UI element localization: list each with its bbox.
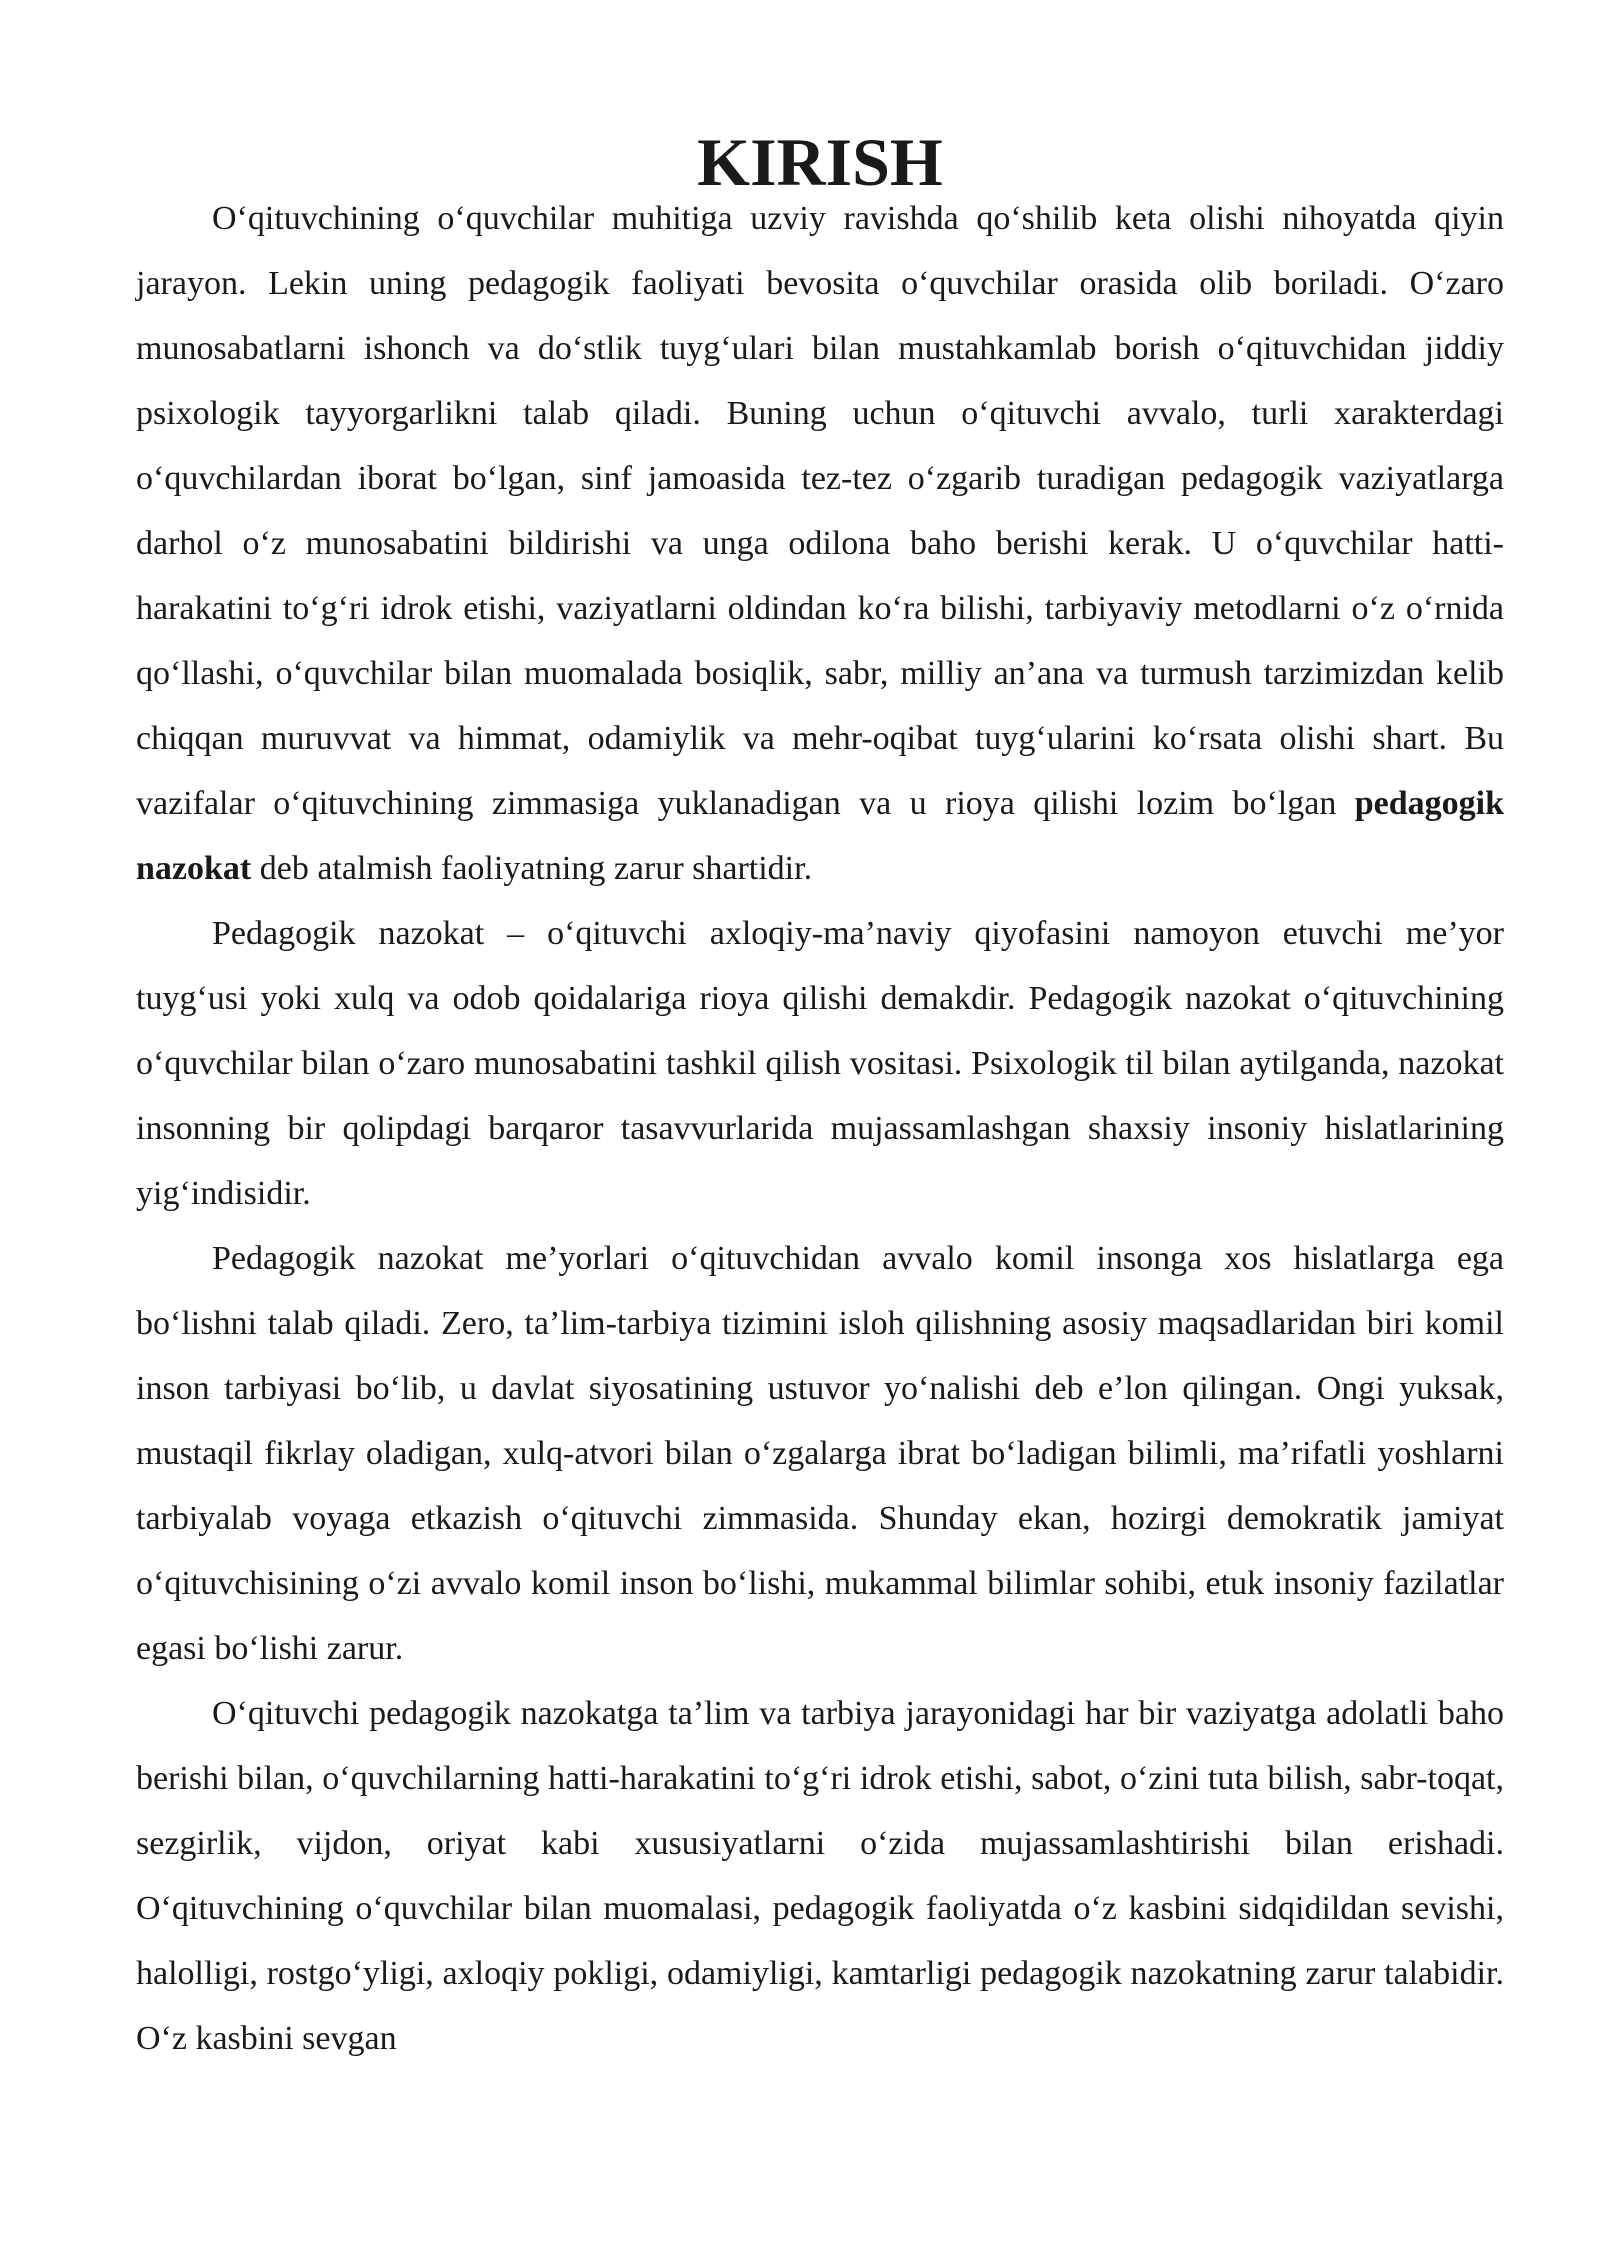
bold-term: pedagogik nazokat xyxy=(136,785,1504,887)
paragraph-1-text-end: deb atalmish faoliyatning zarur shartidir. xyxy=(251,850,813,887)
page-title: KIRISH xyxy=(697,124,943,200)
paragraph-1-text-start: O‘qituvchining o‘quvchilar muhitiga uzviy ravishda qo‘shilib keta olishi nihoyatda qiyin jarayon. Lekin uning pedagogik faoliyati bevosita o‘quvchilar orasida olib boriladi. O‘zaro munosabatlarni ishonch va do‘stlik tuyg‘ulari bilan mustahkamlab borish o‘qituvchidan jiddiy psixologik tayyorgarlikni talab qiladi. Buning uchun o‘qituvchi avvalo, turli xarakterdagi o‘quvchilardan iborat bo‘lgan, sinf jamoasida tez-tez o‘zgarib turadigan pedagogik vaziyatlarga darhol o‘z munosabatini bildirishi va unga odilona baho berishi kerak. U o‘quvchilar hatti-harakatini to‘g‘ri idrok etishi, vaziyatlarni oldindan ko‘ra bilishi, tarbiyaviy metodlarni o‘z o‘rnida qo‘llashi, o‘quvchilar bilan muomalada bosiqlik, sabr, milliy an’ana va turmush tarzimizdan kelib chiqqan muruvvat va himmat, odamiylik va mehr-oqibat tuyg‘ularini ko‘rsata olishi shart. Bu vazifalar o‘qituvchining zimmasiga yuklanadigan va u rioya qilishi lozim bo‘lgan xyxy=(136,200,1504,822)
document-page xyxy=(136,124,1504,2071)
paragraph-3: Pedagogik nazokat me’yorlari o‘qituvchidan avvalo komil insonga xos hislatlarga ega bo‘lishni talab qiladi. Zero, ta’lim-tarbiya tizimini isloh qilishning asosiy maqsadlaridan biri komil inson tarbiyasi bo‘lib, u davlat siyosatining ustuvor yo‘nalishi deb e’lon qilingan. Ongi yuksak, mustaqil fikrlay oladigan, xulq-atvori bilan o‘zgalarga ibrat bo‘ladigan bilimli, ma’rifatli yoshlarni tarbiyalab voyaga etkazish o‘qituvchi zimmasida. Shunday ekan, hozirgi demokratik jamiyat o‘qituvchisining o‘zi avvalo komil inson bo‘lishi, mukammal bilimlar sohibi, etuk insoniy fazilatlar egasi bo‘lishi zarur. xyxy=(136,1240,1504,1667)
paragraph-1 xyxy=(136,186,1504,901)
paragraph-4: O‘qituvchi pedagogik nazokatga ta’lim va tarbiya jarayonidagi har bir vaziyatga adolatli baho berishi bilan, o‘quvchilarning hatti-harakatini to‘g‘ri idrok etishi, sabot, o‘zini tuta bilish, sabr-toqat, sezgirlik, vijdon, oriyat kabi xususiyatlarni o‘zida mujassamlashtirishi bilan erishadi. O‘qituvchining o‘quvchilar bilan muomalasi, pedagogik faoliyatda o‘z kasbini sidqidildan sevishi, halolligi, rostgo‘yligi, axloqiy pokligi, odamiyligi, kamtarligi pedagogik nazokatning zarur talabidir. O‘z kasbini sevgan xyxy=(136,1695,1504,2057)
paragraph-2: Pedagogik nazokat – o‘qituvchi axloqiy-ma’naviy qiyofasini namoyon etuvchi me’yor tuyg‘usi yoki xulq va odob qoidalariga rioya qilishi demakdir. Pedagogik nazokat o‘qituvchining o‘quvchilar bilan o‘zaro munosabatini tashkil qilish vositasi. Psixologik til bilan aytilganda, nazokat insonning bir qolipdagi barqaror tasavvurlarida mujassamlashgan shaxsiy insoniy hislatlarining yig‘indisidir. xyxy=(136,915,1504,1212)
